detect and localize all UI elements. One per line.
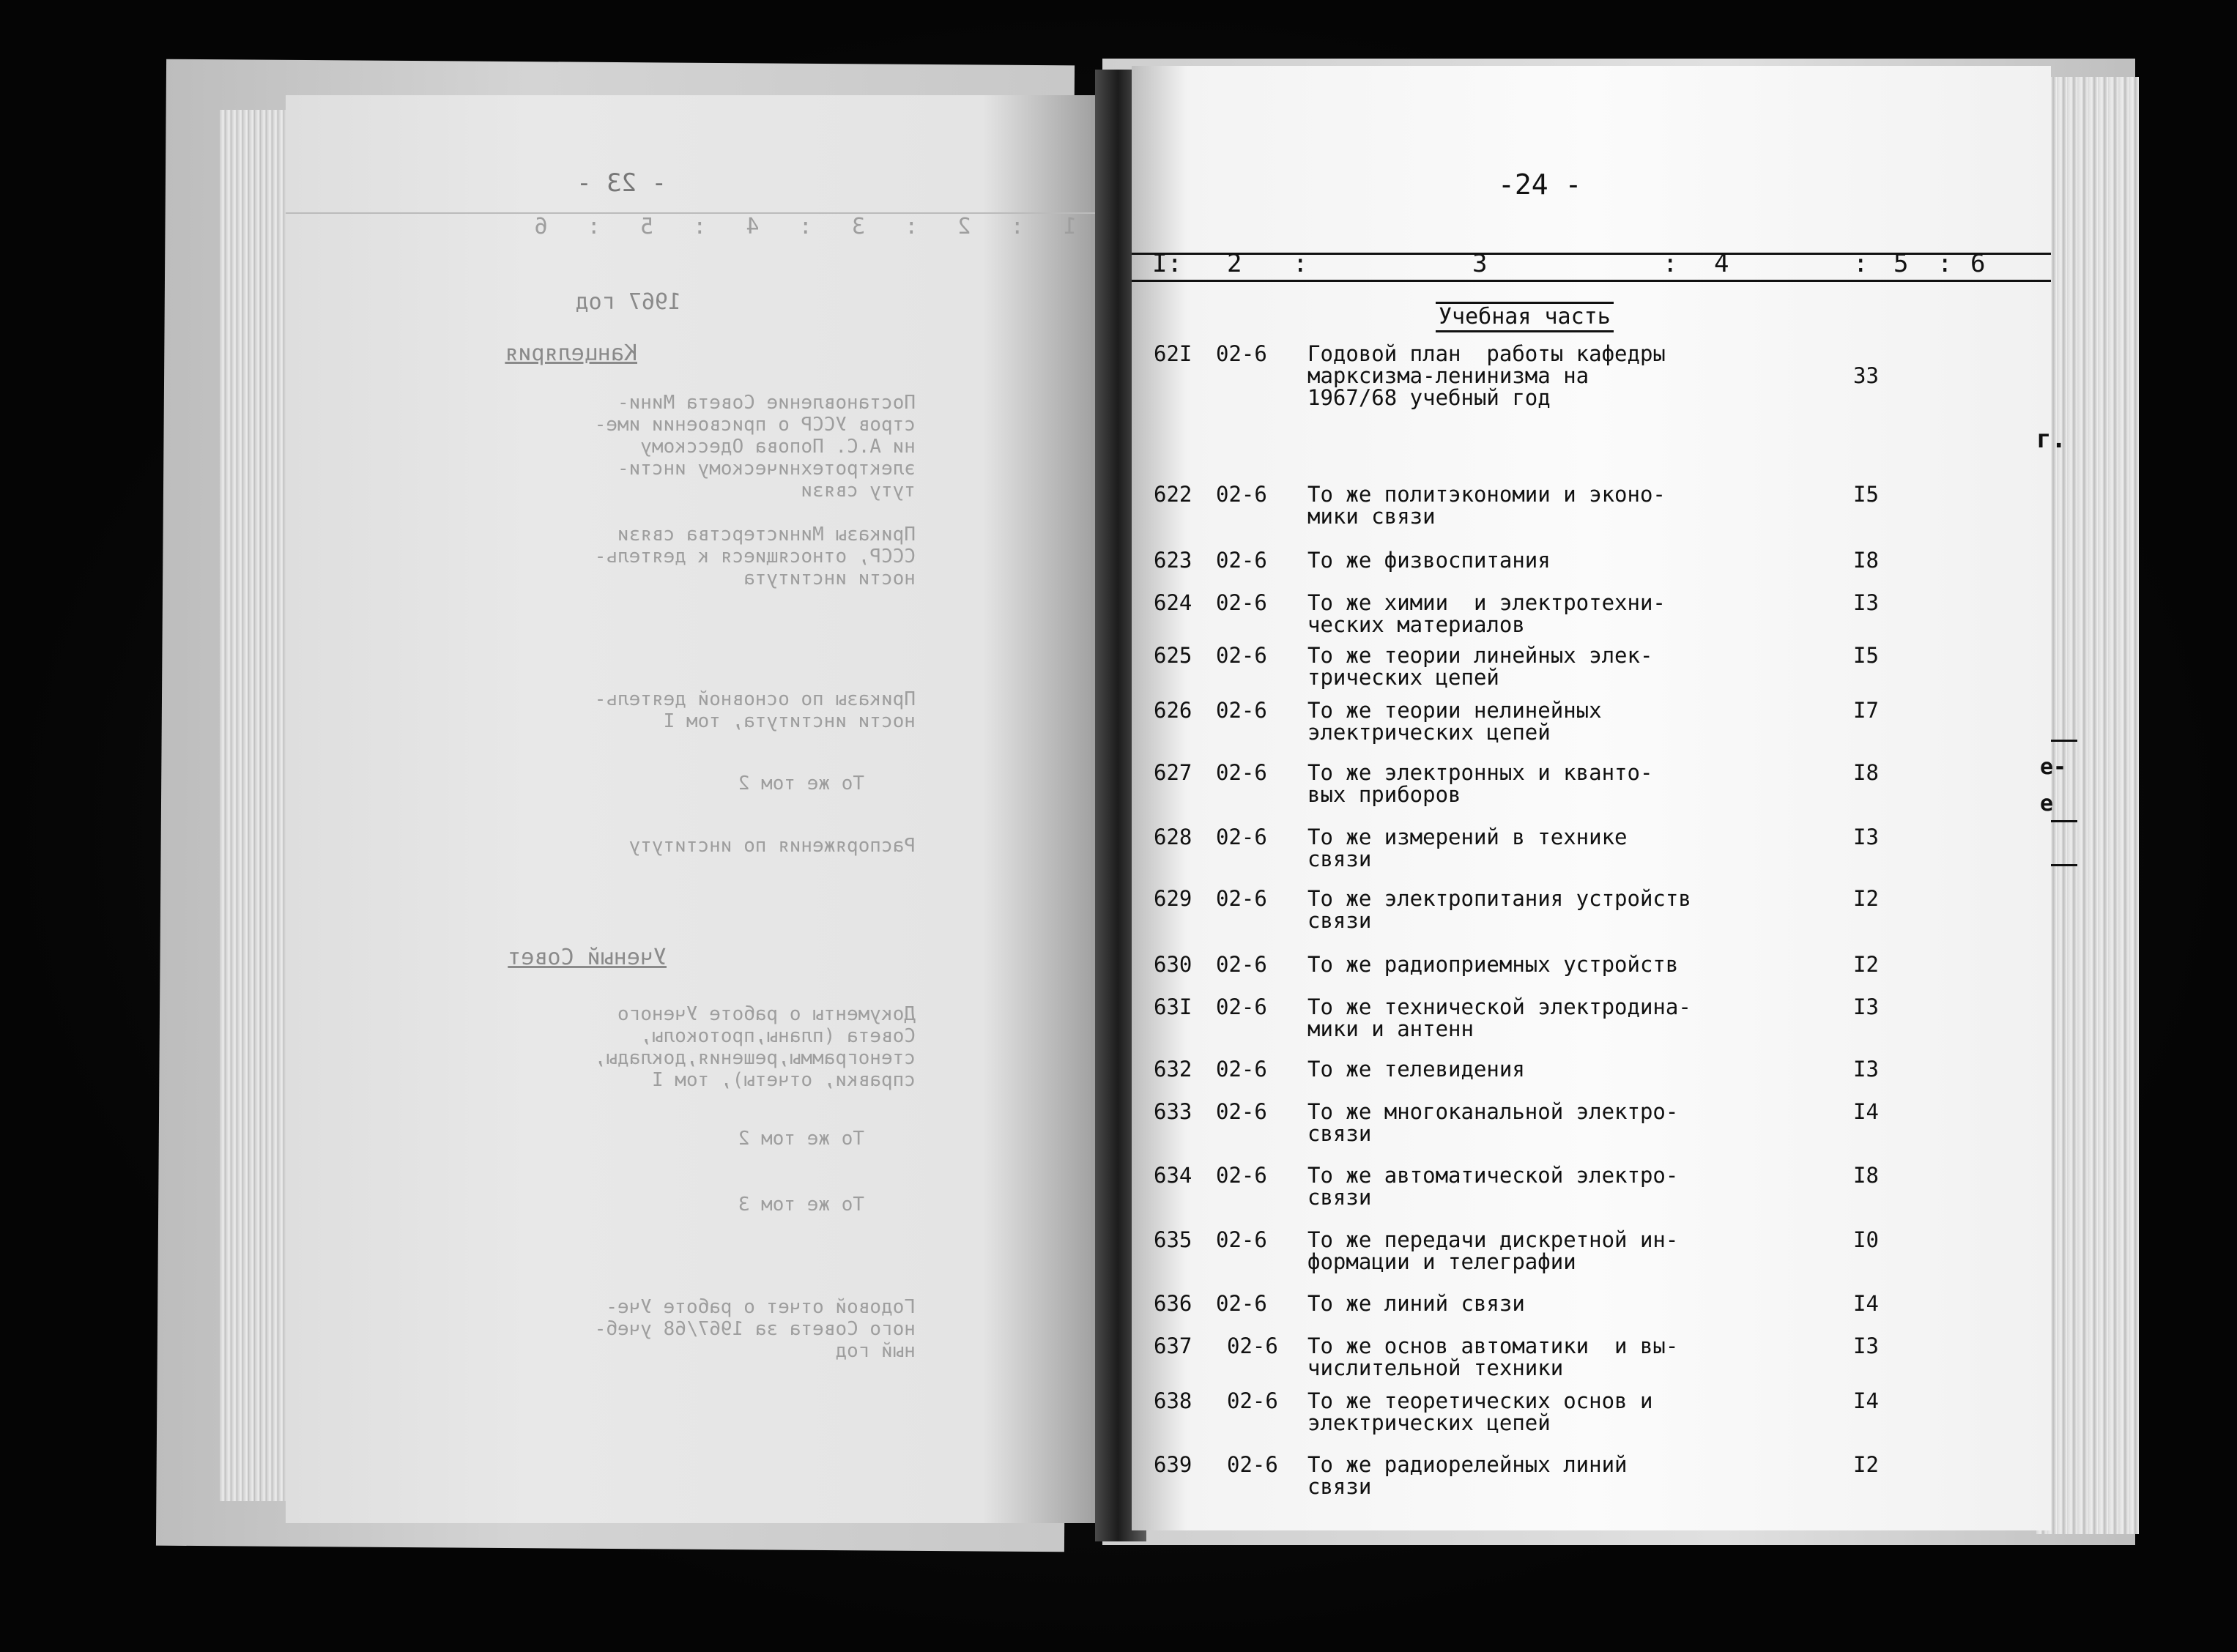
row-description: [1307, 644, 1652, 688]
row-description: [1307, 826, 1628, 870]
left-page-number: - 23 -: [576, 168, 667, 198]
next-page-rule: [2051, 864, 2077, 866]
next-page-fragment: е-: [2040, 754, 2067, 780]
header-col-6: 6: [1970, 249, 1986, 278]
row-description-line: То же теоретических основ и: [1307, 1388, 1653, 1413]
row-description-line: То же электропитания устройств: [1307, 886, 1691, 911]
row-description-line: электрических цепей: [1307, 720, 1551, 745]
row-sheet-count: I5: [1853, 482, 1879, 507]
page-edges-left: [220, 110, 289, 1501]
row-code: 02-6: [1227, 1452, 1278, 1477]
next-page-fragment: г.: [2036, 425, 2066, 454]
row-description-line: формации и телеграфии: [1307, 1249, 1576, 1274]
left-page-year-heading: 1967 год: [575, 289, 681, 315]
ghost-line: То же том 2: [738, 1128, 864, 1150]
row-description: [1307, 1164, 1678, 1208]
row-number: 635: [1154, 1227, 1192, 1252]
row-description: [1307, 1335, 1678, 1379]
row-description: [1307, 699, 1602, 743]
row-description-line: То же химии и электротехни-: [1307, 590, 1666, 615]
row-description-line: То же измерений в технике: [1307, 825, 1628, 849]
row-description: [1307, 1101, 1678, 1145]
row-number: 625: [1154, 643, 1192, 668]
row-description-line: Годовой план работы кафедры: [1307, 341, 1666, 366]
row-description-line: мики связи: [1307, 504, 1436, 529]
row-number: 622: [1154, 482, 1192, 507]
ghost-line: справки, отчеты), том I: [651, 1069, 916, 1091]
row-description-line: То же теории нелинейных: [1307, 698, 1602, 723]
row-description-line: вых приборов: [1307, 782, 1461, 807]
row-sheet-count: I8: [1853, 1163, 1879, 1188]
row-sheet-count: I3: [1853, 1333, 1879, 1358]
left-page-header: 1 : 2 : 3 : 4 : 5 : 6: [534, 214, 1077, 239]
ghost-line: Распоряжения по институту: [628, 835, 916, 857]
row-number: 637: [1154, 1333, 1192, 1358]
row-description: [1307, 549, 1551, 571]
row-number: 638: [1154, 1388, 1192, 1413]
next-page-fragment: е: [2040, 791, 2054, 816]
row-sheet-count: I8: [1853, 760, 1879, 785]
row-number: 636: [1154, 1291, 1192, 1316]
row-sheet-count: I4: [1853, 1388, 1879, 1413]
next-page-rule: [2051, 740, 2077, 742]
header-col-1: I:: [1152, 249, 1182, 278]
ghost-line: туту связи: [801, 480, 916, 502]
row-code: 02-6: [1216, 698, 1267, 723]
row-sheet-count: 33: [1853, 363, 1879, 388]
ghost-line: электротехническому инсти-: [617, 458, 916, 480]
row-description-line: связи: [1307, 1121, 1372, 1146]
row-description-line: 1967/68 учебный год: [1307, 385, 1551, 410]
row-description-line: То же физвоспитания: [1307, 548, 1551, 573]
row-description: [1307, 1058, 1525, 1080]
row-sheet-count: I8: [1853, 548, 1879, 573]
row-number: 62I: [1154, 341, 1192, 366]
row-code: 02-6: [1216, 886, 1267, 911]
row-number: 632: [1154, 1057, 1192, 1082]
row-sheet-count: I3: [1853, 994, 1879, 1019]
row-description: [1307, 1229, 1678, 1273]
row-description: [1307, 1390, 1652, 1434]
row-description: [1307, 1292, 1525, 1314]
header-col-5: 5: [1893, 249, 1909, 278]
row-sheet-count: I7: [1853, 698, 1879, 723]
row-sheet-count: I0: [1853, 1227, 1879, 1252]
row-description-line: То же электронных и кванто-: [1307, 760, 1653, 785]
header-top-rule: [1132, 253, 2051, 255]
ghost-line: Совета (планы,протоколы,: [640, 1025, 916, 1047]
row-description-line: То же многоканальной электро-: [1307, 1099, 1679, 1124]
row-description: [1307, 762, 1652, 805]
row-description: [1307, 592, 1666, 636]
row-description: [1307, 888, 1691, 931]
ghost-line: Приказы Министерства связи: [617, 524, 916, 546]
row-description-line: То же технической электродина-: [1307, 994, 1691, 1019]
row-code: 02-6: [1216, 1057, 1267, 1082]
row-code: 02-6: [1216, 1291, 1267, 1316]
header-separator: :: [1293, 249, 1308, 278]
row-number: 634: [1154, 1163, 1192, 1188]
row-sheet-count: I2: [1853, 886, 1879, 911]
header-separator: :: [1937, 249, 1953, 278]
header-separator: :: [1663, 249, 1678, 278]
ghost-line: ный год: [835, 1340, 916, 1362]
row-number: 630: [1154, 952, 1192, 977]
ghost-line: стенограммы,решения,доклады,: [594, 1047, 916, 1069]
row-code: 02-6: [1216, 548, 1267, 573]
section-title: Учебная часть: [1436, 302, 1614, 332]
right-page: [1132, 66, 2054, 1530]
header-col-2: 2: [1227, 249, 1242, 278]
row-description-line: То же радиоприемных устройств: [1307, 952, 1679, 977]
ghost-line: То же том 3: [738, 1194, 864, 1216]
ghost-line: Годовой отчет о работе Уче-: [606, 1296, 916, 1318]
row-description-line: То же передачи дискретной ин-: [1307, 1227, 1679, 1252]
ghost-line: стров УССР о присвоении име-: [594, 414, 916, 436]
row-description: [1307, 483, 1666, 527]
row-description-line: связи: [1307, 847, 1372, 871]
row-code: 02-6: [1216, 1163, 1267, 1188]
header-col-4: 4: [1714, 249, 1729, 278]
left-page-section-2: Ученый Совет: [508, 945, 667, 970]
row-description-line: мики и антенн: [1307, 1016, 1474, 1041]
row-description-line: марксизма-ленинизма на: [1307, 363, 1589, 388]
row-description: [1307, 953, 1678, 975]
row-description-line: связи: [1307, 908, 1372, 933]
row-code: 02-6: [1216, 482, 1267, 507]
row-sheet-count: I3: [1853, 1057, 1879, 1082]
header-separator: :: [1853, 249, 1869, 278]
left-page-mirrored-content: [286, 95, 1106, 1523]
row-number: 627: [1154, 760, 1192, 785]
row-description: [1307, 343, 1666, 409]
row-code: 02-6: [1216, 341, 1267, 366]
row-description-line: То же основ автоматики и вы-: [1307, 1333, 1679, 1358]
row-description-line: То же линий связи: [1307, 1291, 1525, 1316]
row-sheet-count: I4: [1853, 1099, 1879, 1124]
ghost-line: Документы о работе Ученого: [617, 1003, 916, 1025]
row-number: 624: [1154, 590, 1192, 615]
row-description-line: То же телевидения: [1307, 1057, 1525, 1082]
header-bottom-rule: [1132, 280, 2051, 282]
ghost-line: ности института, том I: [663, 710, 916, 732]
ghost-line: ности института: [743, 568, 916, 589]
row-code: 02-6: [1216, 1227, 1267, 1252]
row-code: 02-6: [1216, 825, 1267, 849]
left-page-header-rule: [286, 212, 1106, 214]
row-description: [1307, 996, 1691, 1040]
row-description-line: трических цепей: [1307, 665, 1499, 690]
row-sheet-count: I2: [1853, 1452, 1879, 1477]
header-col-3: 3: [1472, 249, 1488, 278]
row-code: 02-6: [1216, 590, 1267, 615]
ghost-line: Приказы по основной деятель-: [594, 688, 916, 710]
row-number: 623: [1154, 548, 1192, 573]
row-number: 63I: [1154, 994, 1192, 1019]
left-page-section-1: Канцелярия: [505, 341, 637, 366]
page-number: -24 -: [1498, 168, 1582, 201]
row-code: 02-6: [1216, 1099, 1267, 1124]
row-description-line: связи: [1307, 1474, 1372, 1499]
row-number: 626: [1154, 698, 1192, 723]
row-number: 628: [1154, 825, 1192, 849]
row-description: [1307, 1454, 1628, 1497]
ghost-line: СССР, относящиеся к деятель-: [594, 546, 916, 568]
row-code: 02-6: [1227, 1333, 1278, 1358]
row-code: 02-6: [1216, 643, 1267, 668]
row-description-line: электрических цепей: [1307, 1410, 1551, 1435]
row-number: 639: [1154, 1452, 1192, 1477]
row-description-line: числительной техники: [1307, 1355, 1564, 1380]
row-number: 633: [1154, 1099, 1192, 1124]
row-sheet-count: I3: [1853, 825, 1879, 849]
row-code: 02-6: [1216, 994, 1267, 1019]
ghost-line: То же том 2: [738, 773, 864, 795]
left-page: [286, 95, 1106, 1523]
row-sheet-count: I5: [1853, 643, 1879, 668]
row-sheet-count: I2: [1853, 952, 1879, 977]
row-description-line: То же радиорелейных линий: [1307, 1452, 1628, 1477]
row-description-line: связи: [1307, 1185, 1372, 1210]
ghost-line: ни А.С. Попова Одесскому: [640, 436, 916, 458]
row-description-line: То же автоматической электро-: [1307, 1163, 1679, 1188]
ghost-line: ного Совета за 1967/68 учеб-: [594, 1318, 916, 1340]
row-description-line: ческих материалов: [1307, 612, 1525, 637]
row-description-line: То же теории линейных элек-: [1307, 643, 1653, 668]
row-number: 629: [1154, 886, 1192, 911]
row-sheet-count: I4: [1853, 1291, 1879, 1316]
row-sheet-count: I3: [1853, 590, 1879, 615]
row-code: 02-6: [1227, 1388, 1278, 1413]
ghost-line: Постановление Совета Мини-: [617, 392, 916, 414]
next-page-rule: [2051, 820, 2077, 822]
row-code: 02-6: [1216, 760, 1267, 785]
row-code: 02-6: [1216, 952, 1267, 977]
row-description-line: То же политэкономии и эконо-: [1307, 482, 1666, 507]
